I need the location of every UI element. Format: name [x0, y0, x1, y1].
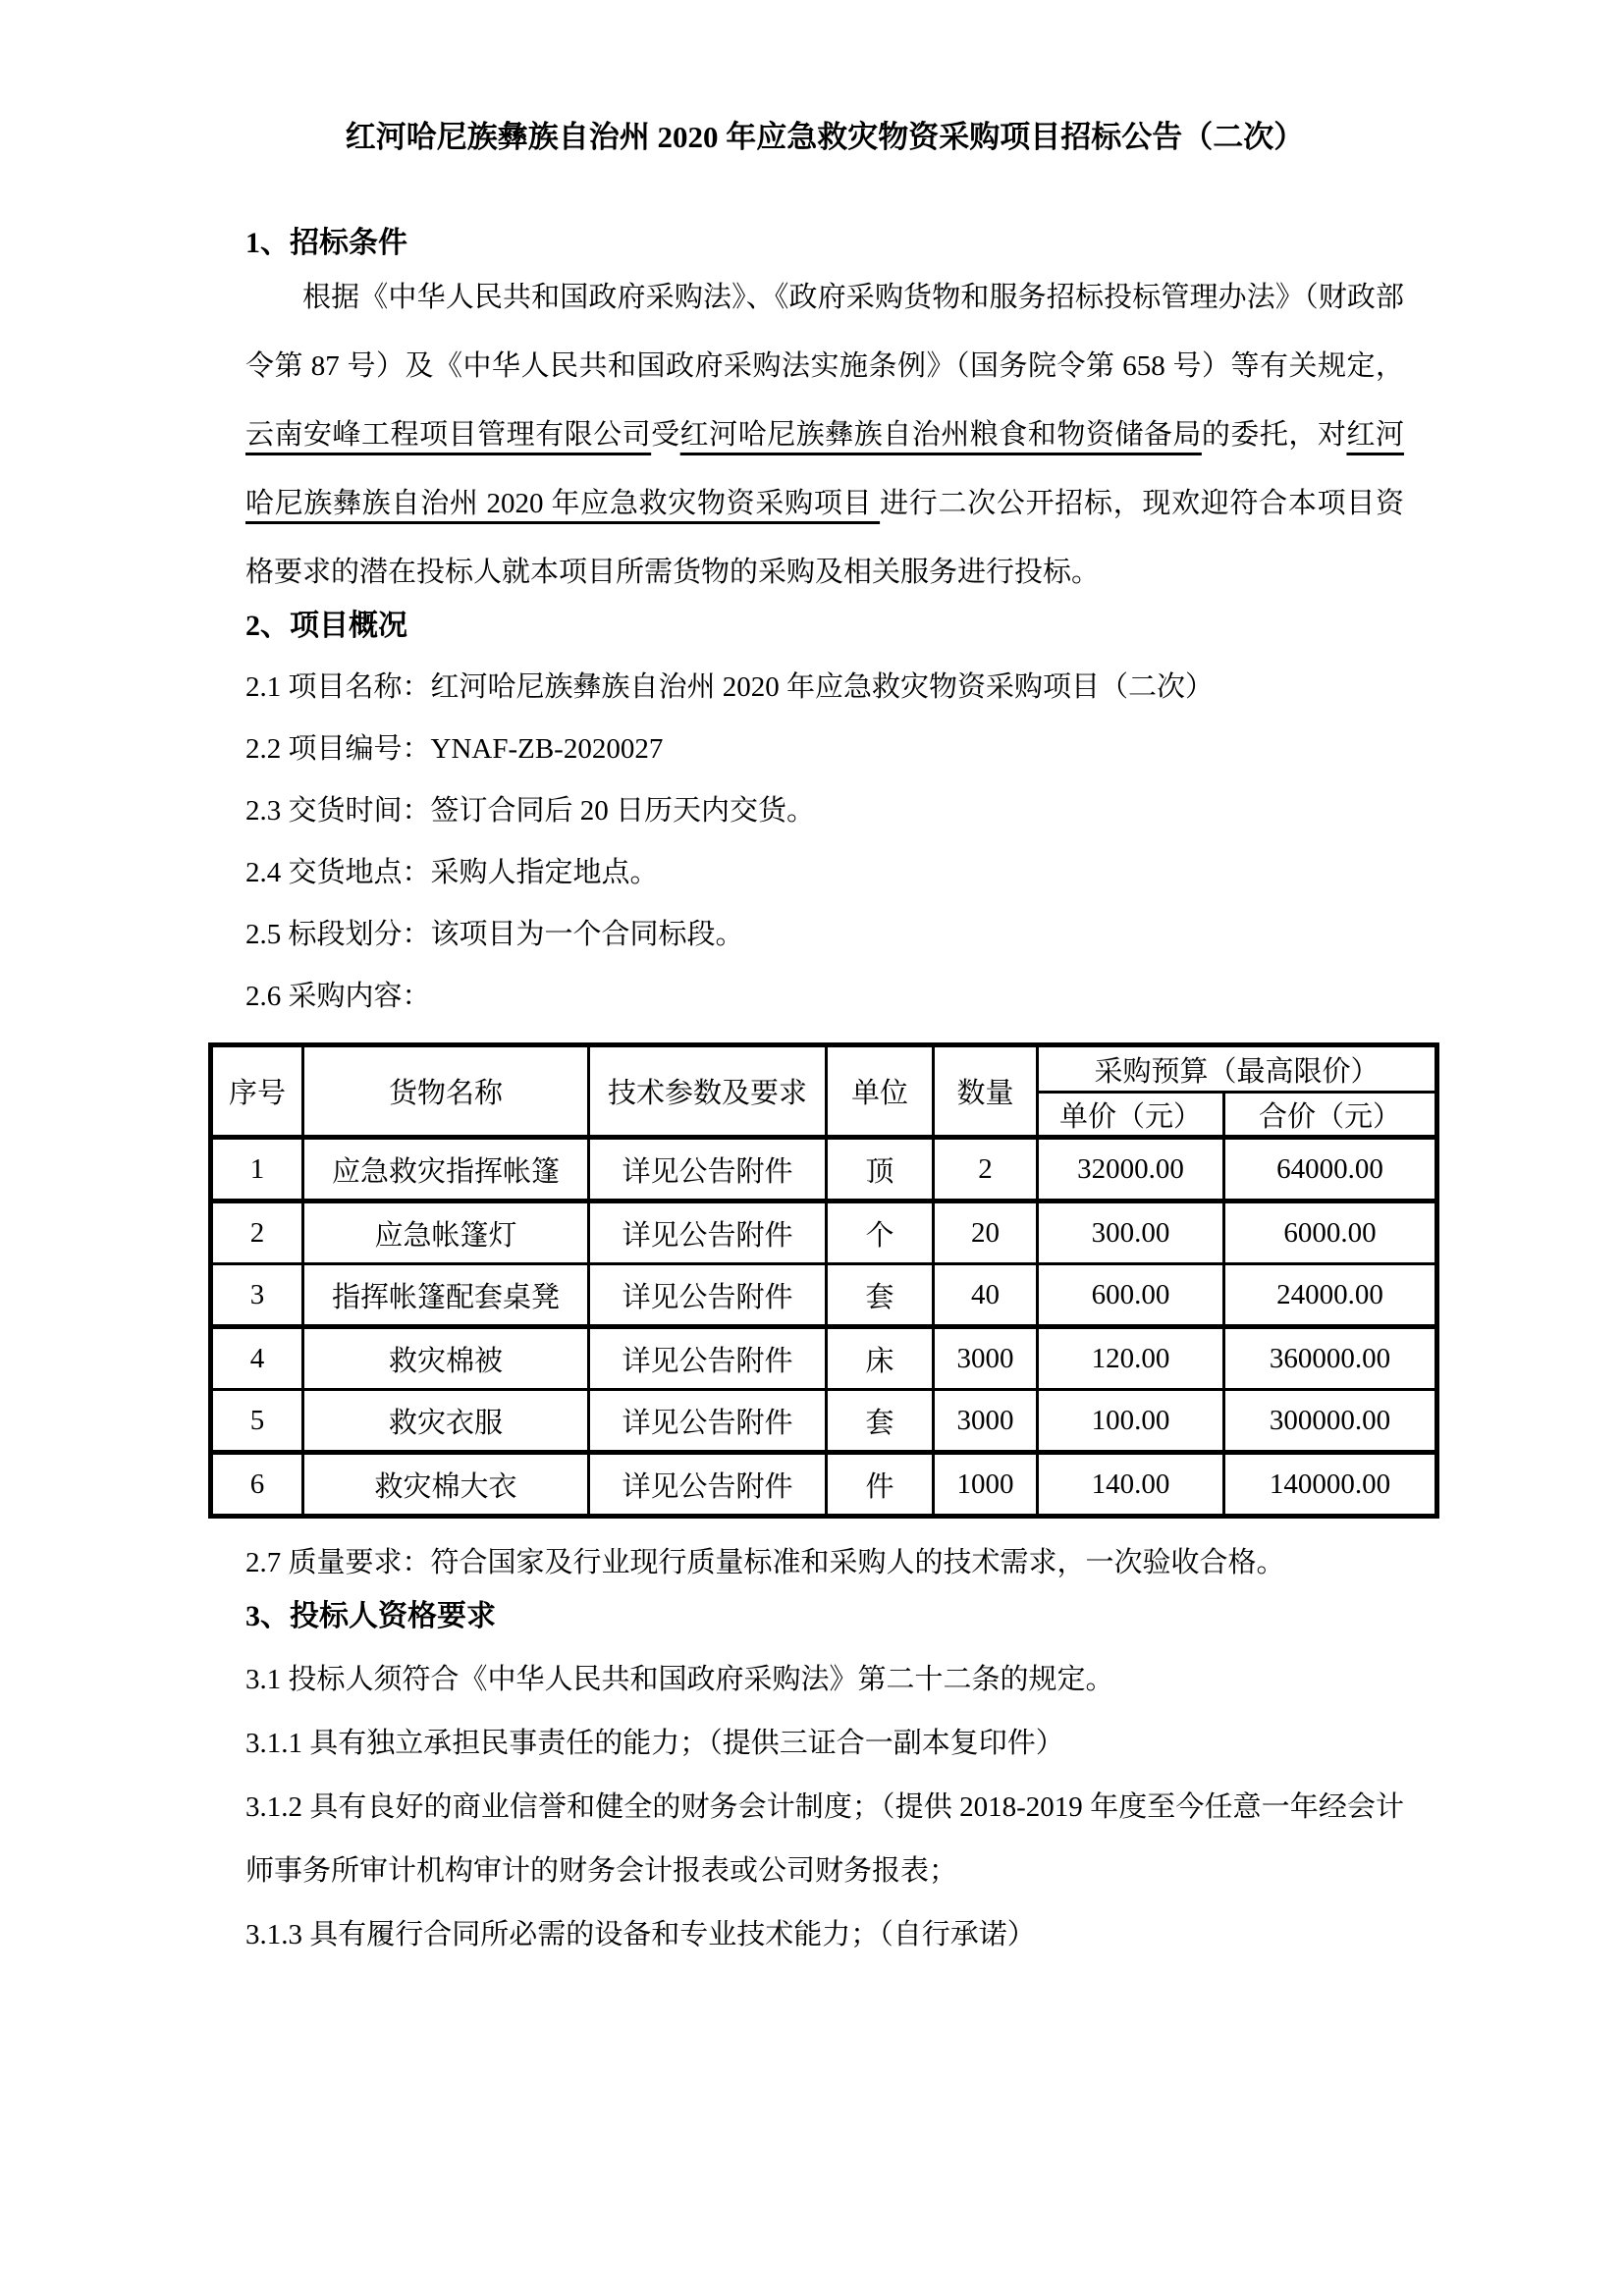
cell-goods-name: 指挥帐篷配套桌凳 [303, 1264, 589, 1327]
cell-unit: 套 [827, 1264, 934, 1327]
cell-tech-spec: 详见公告附件 [589, 1264, 827, 1327]
cell-seq: 2 [211, 1201, 303, 1264]
cell-quantity: 40 [934, 1264, 1038, 1327]
procurement-table [208, 1042, 1439, 1519]
cell-unit: 顶 [827, 1138, 934, 1201]
cell-total-price: 24000.00 [1224, 1264, 1437, 1327]
cell-unit-price: 100.00 [1038, 1390, 1224, 1453]
cell-seq: 1 [211, 1138, 303, 1201]
cell-unit: 套 [827, 1390, 934, 1453]
intro-paragraph [245, 263, 1404, 607]
table-row-3 [211, 1264, 1437, 1327]
item-2-4-delivery-place: 2.4 交货地点：采购人指定地点。 [245, 857, 659, 888]
table-row-6 [211, 1453, 1437, 1517]
intro-tail-text: 进行二次公开招标，现欢迎符合本项目资格要求的潜在投标人就本项目所需货物的采购及相关服务进行投标。 [245, 488, 1404, 588]
cell-quantity: 3000 [934, 1327, 1038, 1390]
project-name: 红河哈尼族彝族自治州 2020 年应急救灾物资采购项目 [245, 419, 1404, 519]
table-row-4 [211, 1327, 1437, 1390]
cell-unit: 件 [827, 1453, 934, 1517]
cell-quantity: 20 [934, 1201, 1038, 1264]
cell-quantity: 1000 [934, 1453, 1038, 1517]
cell-seq: 4 [211, 1327, 303, 1390]
header-quantity: 数量 [934, 1045, 1038, 1138]
purchaser-name: 红河哈尼族彝族自治州粮食和物资储备局 [679, 419, 1202, 451]
header-goods-name: 货物名称 [303, 1045, 589, 1138]
cell-tech-spec: 详见公告附件 [589, 1138, 827, 1201]
header-unit-price: 单价（元） [1038, 1093, 1224, 1138]
cell-total-price: 6000.00 [1224, 1201, 1437, 1264]
section-2-heading: 2、项目概况 [245, 610, 407, 642]
cell-tech-spec: 详见公告附件 [589, 1201, 827, 1264]
table-row-5 [211, 1390, 1437, 1453]
item-2-6-procurement-content: 2.6 采购内容： [245, 981, 431, 1012]
cell-seq: 5 [211, 1390, 303, 1453]
cell-seq: 6 [211, 1453, 303, 1517]
cell-unit-price: 300.00 [1038, 1201, 1224, 1264]
item-3-1-qualification: 3.1 投标人须符合《中华人民共和国政府采购法》第二十二条的规定。 [245, 1664, 1114, 1695]
cell-goods-name: 应急帐篷灯 [303, 1201, 589, 1264]
cell-goods-name: 救灾棉被 [303, 1327, 589, 1390]
cell-tech-spec: 详见公告附件 [589, 1327, 827, 1390]
table-row-2 [211, 1201, 1437, 1264]
cell-goods-name: 应急救灾指挥帐篷 [303, 1138, 589, 1201]
item-2-2-project-number: 2.2 项目编号：YNAF-ZB-2020027 [245, 733, 664, 765]
cell-total-price: 360000.00 [1224, 1327, 1437, 1390]
cell-goods-name: 救灾衣服 [303, 1390, 589, 1453]
section-3-heading: 3、投标人资格要求 [245, 1600, 496, 1632]
table-row-1 [211, 1138, 1437, 1201]
item-2-1-project-name: 2.1 项目名称：红河哈尼族彝族自治州 2020 年应急救灾物资采购项目（二次） [245, 671, 1215, 703]
cell-tech-spec: 详见公告附件 [589, 1453, 827, 1517]
cell-total-price: 64000.00 [1224, 1138, 1437, 1201]
cell-unit: 床 [827, 1327, 934, 1390]
item-3-1-2-financial-credit: 3.1.2 具有良好的商业信誉和健全的财务会计制度；（提供 2018-2019 年度至今任意一年经会计师事务所审计机构审计的财务会计报表或公司财务报表； [245, 1791, 1404, 1887]
cell-total-price: 300000.00 [1224, 1390, 1437, 1453]
cell-total-price: 140000.00 [1224, 1453, 1437, 1517]
cell-unit-price: 140.00 [1038, 1453, 1224, 1517]
cell-seq: 3 [211, 1264, 303, 1327]
item-2-3-delivery-time: 2.3 交货时间：签订合同后 20 日历天内交货。 [245, 795, 816, 827]
header-total-price: 合价（元） [1224, 1093, 1437, 1138]
cell-goods-name: 救灾棉大衣 [303, 1453, 589, 1517]
intro-connector-2: 的委托，对 [1201, 419, 1347, 451]
header-tech-spec: 技术参数及要求 [589, 1045, 827, 1138]
header-unit: 单位 [827, 1045, 934, 1138]
item-2-5-lot-division: 2.5 标段划分：该项目为一个合同标段。 [245, 919, 744, 950]
cell-quantity: 3000 [934, 1390, 1038, 1453]
section-1-heading: 1、招标条件 [245, 227, 407, 259]
cell-unit-price: 600.00 [1038, 1264, 1224, 1327]
item-2-7-quality-requirement: 2.7 质量要求：符合国家及行业现行质量标准和采购人的技术需求，一次验收合格。 [245, 1547, 1285, 1578]
table-header [211, 1045, 1437, 1138]
intro-connector-1: 受 [651, 419, 680, 451]
intro-lead-text: 根据《中华人民共和国政府采购法》、《政府采购货物和服务招标投标管理办法》（财政部令第 87 号）及《中华人民共和国政府采购法实施条例》（国务院令第 658 号）等有关规定， [245, 282, 1404, 382]
cell-unit-price: 32000.00 [1038, 1138, 1224, 1201]
header-budget-group: 采购预算（最高限价） [1038, 1045, 1437, 1093]
cell-unit: 个 [827, 1201, 934, 1264]
item-3-1-1-civil-liability: 3.1.1 具有独立承担民事责任的能力；（提供三证合一副本复印件） [245, 1728, 1064, 1759]
cell-tech-spec: 详见公告附件 [589, 1390, 827, 1453]
document-title: 红河哈尼族彝族自治州 2020 年应急救灾物资采购项目招标公告（二次） [345, 120, 1305, 154]
item-3-1-3-equipment-capability: 3.1.3 具有履行合同所必需的设备和专业技术能力；（自行承诺） [245, 1919, 1036, 1950]
cell-quantity: 2 [934, 1138, 1038, 1201]
agent-company-name: 云南安峰工程项目管理有限公司 [245, 419, 652, 451]
table-header-row-1 [211, 1045, 1437, 1093]
cell-unit-price: 120.00 [1038, 1327, 1224, 1390]
header-seq: 序号 [211, 1045, 303, 1138]
